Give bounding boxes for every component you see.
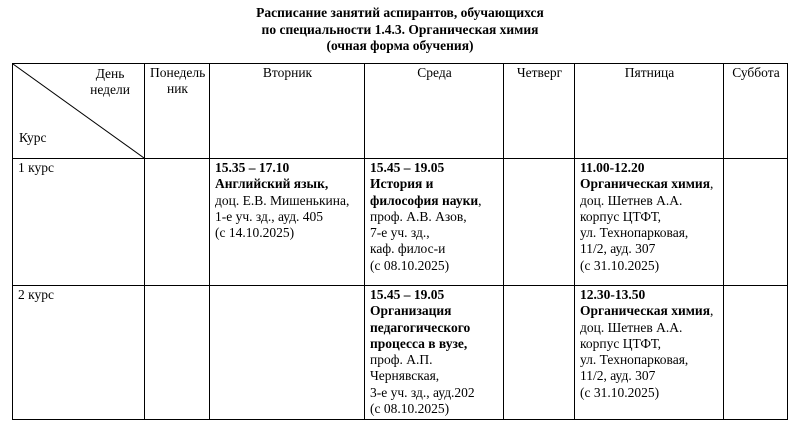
cell-course-2-friday [575,286,724,420]
title-line-2: по специальности 1.4.3. Органическая химия [261,21,539,37]
lesson-subject: Органическая химия [580,303,711,319]
corner-day-label [90,66,130,99]
lesson-subject-suffix: , [478,192,482,208]
lesson-time: 15.45 – 19.05 [370,160,445,175]
lesson-subject: Органическая химия [580,176,711,192]
title-line-1: Расписание занятий аспирантов, обучающихся [256,5,544,20]
lesson-start-date: (с 08.10.2025) [370,257,450,273]
lesson-teacher-line-1: проф. А.П. [370,352,433,368]
title-line-3: (очная форма обучения) [326,38,474,53]
lesson-teacher: доц. Шетнев А.А. [580,192,683,208]
cell-course-2-wednesday [365,286,504,420]
row-label-course-2: 2 курс [13,286,145,420]
lesson-subject: Английский язык, [215,176,329,192]
cell-course-1-friday [575,159,724,286]
cell-course-2-saturday [724,286,788,420]
lesson-start-date: (с 14.10.2025) [215,225,295,241]
cell-course-2-thursday [504,286,575,420]
header-row [13,64,788,159]
lesson-building: корпус ЦТФТ, [580,208,662,224]
cell-course-1-tuesday [210,159,365,286]
cell-course-1-wednesday [365,159,504,286]
lesson-room: 11/2, ауд. 307 [580,241,656,257]
header-tuesday: Вторник [210,64,365,159]
lesson-building: корпус ЦТФТ, [580,335,662,351]
row-label-course-1: 1 курс [13,159,145,286]
header-monday-line-1: Понедель [150,65,206,80]
corner-course-label: Курс [19,129,47,145]
corner-header-cell [13,64,145,159]
cell-course-1-monday [145,159,210,286]
lesson-subject-line-2: педагогического [370,319,471,335]
lesson-subject-suffix: , [710,176,714,192]
cell-course-2-monday [145,286,210,420]
lesson-start-date: (с 31.10.2025) [580,384,660,400]
lesson-street: ул. Технопарковая, [580,352,689,368]
lesson-time: 15.35 – 17.10 [215,160,290,175]
corner-day-line-1: День [95,66,125,81]
cell-course-2-tuesday [210,286,365,420]
header-thursday: Четверг [504,64,575,159]
corner-day-line-2: недели [90,82,130,98]
header-saturday: Суббота [724,64,788,159]
lesson-department: каф. филос-и [370,241,446,257]
lesson-subject-line-1: Организация [370,303,452,319]
cell-course-1-saturday [724,159,788,286]
lesson-teacher: проф. А.В. Азов, [370,208,467,224]
lesson-time: 15.45 – 19.05 [370,287,445,302]
schedule-table [12,63,788,420]
lesson-building: 7-е уч. зд., [370,225,430,241]
lesson-street: ул. Технопарковая, [580,225,689,241]
lesson-teacher: доц. Шетнев А.А. [580,319,683,335]
lesson-teacher: доц. Е.В. Мишенькина, [215,192,350,208]
lesson-room: 11/2, ауд. 307 [580,368,656,384]
header-monday-line-2: ник [166,81,188,97]
lesson-time: 12.30-13.50 [580,287,646,302]
table-row [13,159,788,286]
document-title [0,5,800,55]
lesson-location: 3-е уч. зд., ауд.202 [370,384,475,400]
lesson-location: 1-е уч. зд., ауд. 405 [215,208,324,224]
lesson-teacher-line-2: Чернявская, [370,368,440,384]
table-row [13,286,788,420]
lesson-start-date: (с 31.10.2025) [580,257,660,273]
lesson-subject-line-1: История и [370,176,434,192]
lesson-time: 11.00-12.20 [580,160,645,175]
header-wednesday: Среда [365,64,504,159]
cell-course-1-thursday [504,159,575,286]
header-friday: Пятница [575,64,724,159]
lesson-start-date: (с 08.10.2025) [370,401,450,417]
lesson-subject-suffix: , [710,303,714,319]
lesson-subject-line-3: процесса в вузе, [370,335,468,351]
lesson-subject-line-2: философия науки [370,192,479,208]
header-monday [145,64,210,159]
